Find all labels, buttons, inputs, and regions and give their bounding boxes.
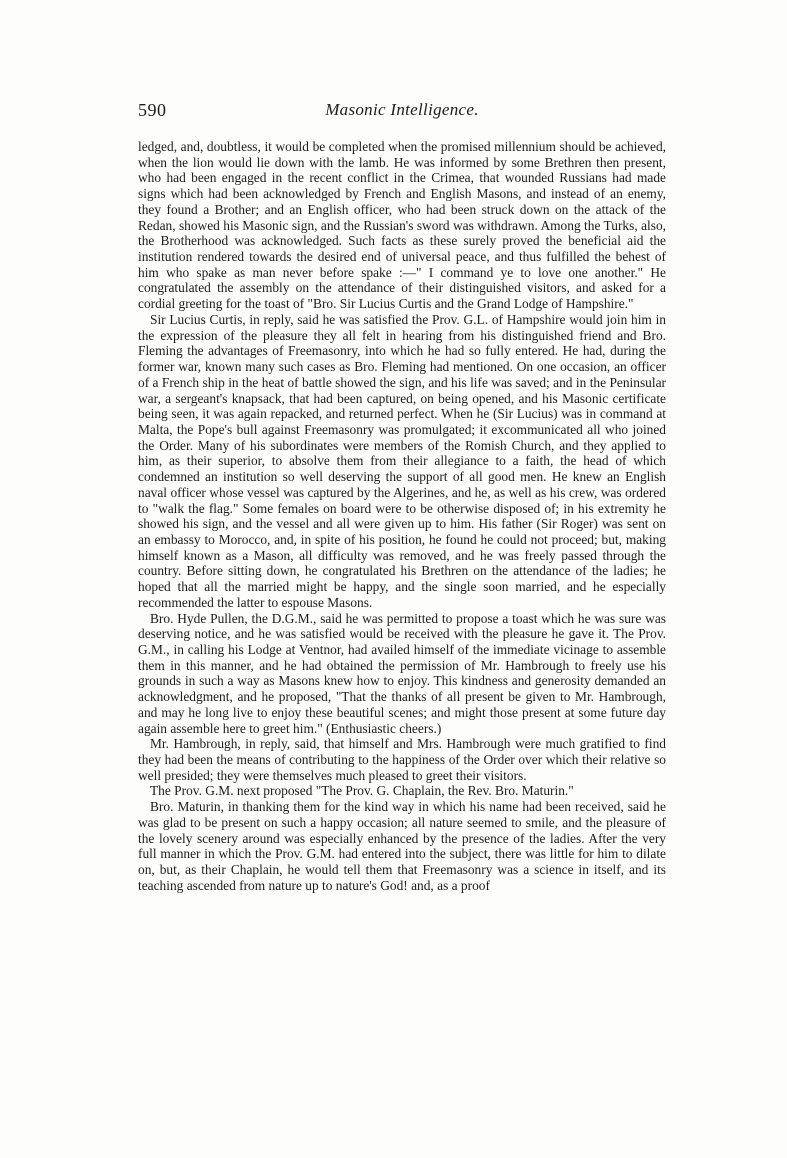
paragraph-6: Bro. Maturin, in thanking them for the kind way in which his name had been received, said he was glad to be present on such a happy occasion; all nature seemed to smile, and the pleasure of the lovely scenery around was especially enhanced by the presence of the ladies. After the very full manner in which the Prov. G.M. had entered into the subject, there was little for him to dilate on, but, as their Chaplain, he would tell them that Freemasonry was a science in itself, and its teaching ascended from nature up to nature's God! and, as a proof [138, 799, 666, 893]
paragraph-3: Bro. Hyde Pullen, the D.G.M., said he was permitted to propose a toast which he was sure was deserving notice, and he was satisfied would be received with the pleasure he gave it. The Prov. G.M., in calling his Lodge at Ventnor, had availed himself of the immediate vicinage to assemble them in this manner, and he had obtained the permission of Mr. Hambrough to freely use his grounds in such a way as Masons knew how to enjoy. This kindness and generosity demanded an acknowledgment, and he proposed, "That the thanks of all present be given to Mr. Hambrough, and may he long live to enjoy these beautiful scenes; and might those present at some future day again assemble here to greet him." (Enthusiastic cheers.) [138, 610, 666, 736]
page-number: 590 [138, 100, 167, 120]
paragraph-4: Mr. Hambrough, in reply, said, that himself and Mrs. Hambrough were much gratified to find they had been the means of contributing to the happiness of the Order over which their relative so well presided; they were themselves much pleased to greet their visitors. [138, 736, 666, 783]
paragraph-5: The Prov. G.M. next proposed "The Prov. G. Chaplain, the Rev. Bro. Maturin." [150, 783, 574, 799]
paragraph-1: ledged, and, doubtless, it would be completed when the promised millennium should be achieved, when the lion would lie down with the lamb. He was informed by some Brethren then present, who had been engaged in the recent conflict in the Crimea, that wounded Russians had made signs which had been acknowledged by French and English Masons, and instead of an enemy, they found a Brother; and an English officer, who had been struck down on the attack of the Redan, showed his Masonic sign, and the Russian's sword was withdrawn. Among the Turks, also, the Brotherhood was acknowledged. Such facts as these surely proved the beneficial aid the institution rendered towards the desired end of universal peace, and thus fulfilled the behest of him who spake as man never before spake :—" I command ye to love one another." He congratulated the assembly on the attendance of their distinguished visitors, and asked for a cordial greeting for the toast of "Bro. Sir Lucius Curtis and the Grand Lodge of Hampshire." [138, 139, 666, 312]
article-body [138, 139, 666, 894]
page-header [138, 100, 666, 126]
running-title: Masonic Intelligence. [325, 100, 479, 119]
paragraph-2: Sir Lucius Curtis, in reply, said he was satisfied the Prov. G.L. of Hampshire would join him in the expression of the pleasure they all felt in hearing from his distinguished friend and Bro. Fleming the advantages of Freemasonry, into which he had so fully entered. He had, during the former war, known many such cases as Bro. Fleming had mentioned. On one occasion, an officer of a French ship in the heat of battle showed the sign, and his life was saved; and in the Peninsular war, a sergeant's knapsack, that had been captured, on being opened, and his Masonic certificate being seen, it was again repacked, and returned perfect. When he (Sir Lucius) was in command at Malta, the Pope's bull against Freemasonry was promulgated; it excommunicated all who joined the Order. Many of his subordinates were members of the Romish Church, and they applied to him, as their superior, to absolve them from their allegiance to a faith, the head of which condemned an institution so well deserving the support of all good men. He knew an English naval officer whose vessel was captured by the Algerines, and he, as well as his crew, was ordered to "walk the flag." Some females on board were to be otherwise disposed of; in his extremity he showed his sign, and the vessel and all were given up to him. His father (Sir Roger) was sent on an embassy to Morocco, and, in spite of his position, he found he could not proceed; but, making himself known as a Mason, all difficulty was removed, and he was freely passed through the country. Before sitting down, he congratulated his Brethren on the attendance of the ladies; he hoped that all the married might be happy, and the single soon married, and he especially recommended the latter to espouse Masons. [138, 311, 666, 610]
